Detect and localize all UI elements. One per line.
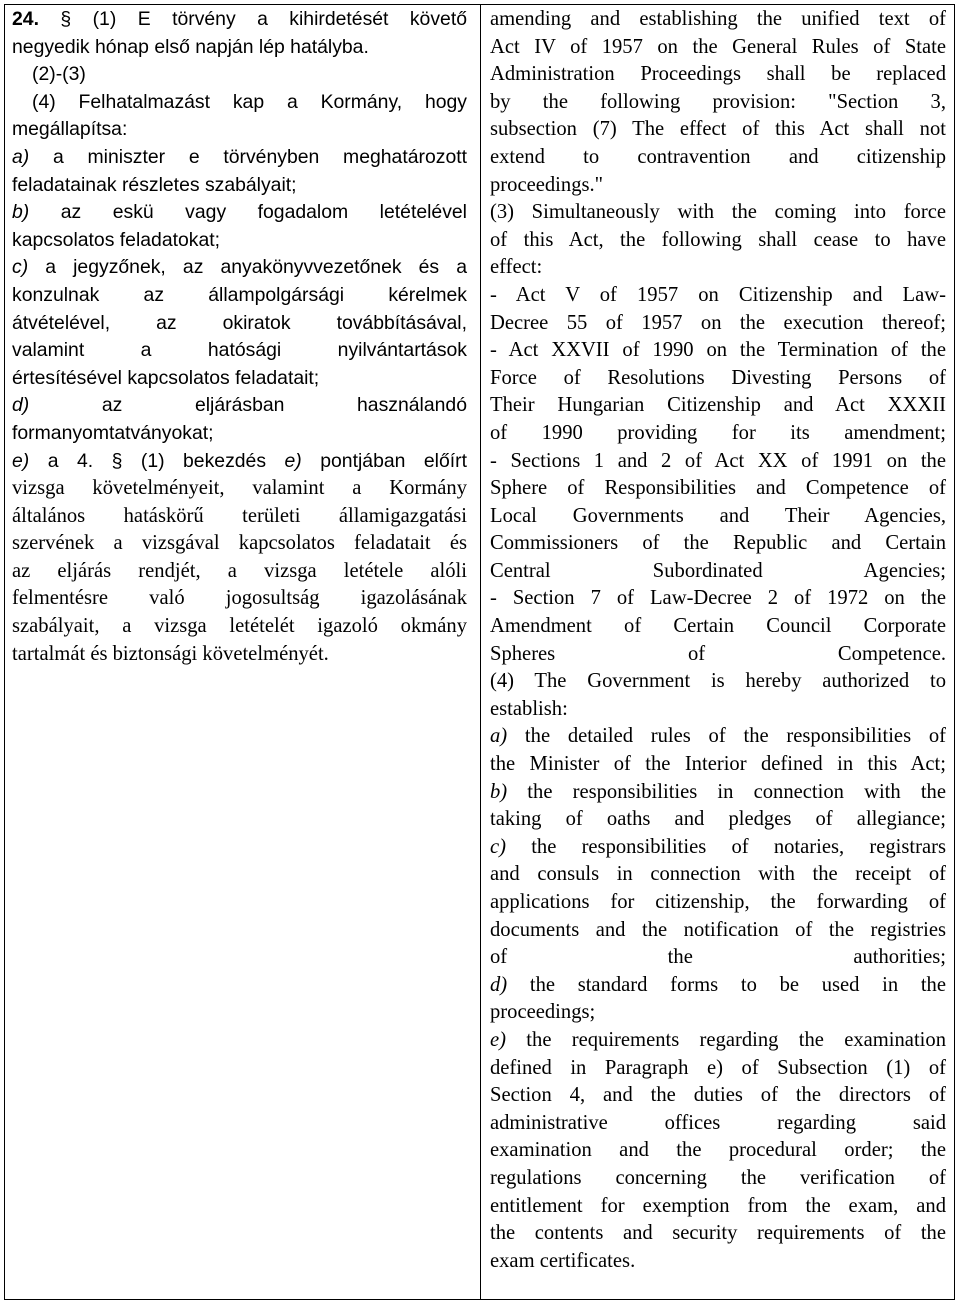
text: a jegyzőnek, az anyakönyvvezetőnek és a — [45, 256, 468, 279]
inline-point-label: e) — [284, 449, 302, 472]
point-b-line-1 — [12, 199, 467, 227]
point-label: d) — [490, 973, 508, 996]
text-line: by the following provision: "Section 3, — [490, 90, 946, 113]
text: a miniszter e törvényben meghatározott — [53, 145, 467, 168]
text: pontjában előírt — [320, 449, 467, 472]
text-line: establish: — [490, 697, 568, 720]
point-e-line-8: tartalmát és biztonsági követelményét. — [12, 642, 329, 665]
text-line: of 1990 providing for its amendment; — [490, 421, 946, 444]
text-line: Force of Resolutions Divesting Persons of — [490, 366, 946, 389]
text-line: the contents and security requirements of the — [490, 1222, 946, 1245]
text-line: of this Act, the following shall cease to have — [490, 228, 946, 251]
point-label: b) — [12, 201, 30, 224]
point-c-line-2: konzulnak az állampolgársági kérelmek — [12, 283, 467, 306]
text-line: Their Hungarian Citizenship and Act XXXII — [490, 394, 946, 417]
text-line: entitlement for exemption from the exam, and — [490, 1194, 946, 1217]
text-line: proceedings." — [490, 173, 604, 196]
point-a-line-1 — [12, 144, 467, 172]
point-e-line-2: vizsga követelményeit, valamint a Kormány — [12, 477, 467, 500]
text-line: administrative offices regarding said — [490, 1111, 946, 1134]
text-line: - Act V of 1957 on Citizenship and Law- — [490, 283, 946, 306]
text-line: Administration Proceedings shall be replaced — [490, 63, 946, 86]
text-line: Section 4, and the duties of the directors of — [490, 1084, 946, 1107]
text-line: of the authorities; — [490, 946, 946, 969]
text-line: the Minister of the Interior defined in this Act; — [490, 753, 946, 776]
point-e-line-4: szervének a vizsgával kapcsolatos feladatait és — [12, 532, 467, 555]
subsection-4-line-1: (4) Felhatalmazást kap a Kormány, hogy — [32, 90, 467, 113]
paragraph-24-line-1 — [12, 6, 467, 34]
point-label: e) — [490, 1028, 506, 1051]
point-b-line-2: kapcsolatos feladatokat; — [12, 228, 221, 251]
text-line: Decree 55 of 1957 on the execution thereof; — [490, 311, 946, 334]
point-a-line-2: feladatainak részletes szabályait; — [12, 173, 297, 196]
point-b-line-1 — [490, 779, 946, 807]
text: the responsibilities in connection with the — [527, 780, 946, 803]
point-e-line-5: az eljárás rendjét, a vizsga letétele alóli — [12, 559, 467, 582]
point-label: b) — [490, 780, 508, 803]
text-line: and consuls in connection with the receipt of — [490, 863, 946, 886]
text: the standard forms to be used in the — [529, 973, 946, 996]
point-label: c) — [490, 835, 506, 858]
point-c-line-4: valamint a hatósági nyilvántartások — [12, 339, 467, 362]
text-line: exam certificates. — [490, 1249, 636, 1272]
text: § (1) E törvény a kihirdetését követő — [60, 8, 467, 30]
text-line: - Sections 1 and 2 of Act XX of 1991 on the — [490, 449, 946, 472]
point-e-line-1 — [12, 448, 467, 476]
text-line: subsection (7) The effect of this Act shall not — [490, 118, 946, 141]
text-line: regulations concerning the verification of — [490, 1166, 946, 1189]
text-line: Amendment of Certain Council Corporate — [490, 615, 946, 638]
point-a-line-1 — [490, 723, 946, 751]
point-e-line-7: szabályait, a vizsga letételét igazoló okmány — [12, 615, 467, 638]
text: the requirements regarding the examination — [526, 1028, 946, 1051]
point-c-line-1 — [490, 834, 946, 862]
subsection-4-line-2: megállapítsa: — [12, 118, 128, 141]
text: a 4. § (1) bekezdés — [47, 449, 267, 472]
english-column — [490, 6, 946, 1275]
text-line: Commissioners of the Republic and Certain — [490, 532, 946, 555]
text-line: (3) Simultaneously with the coming into force — [490, 201, 946, 224]
text: the responsibilities of notaries, registrars — [531, 835, 946, 858]
point-label: a) — [490, 725, 508, 748]
text-line: documents and the notification of the registries — [490, 918, 946, 941]
text-line: taking of oaths and pledges of allegiance; — [490, 808, 946, 831]
point-d-line-2: formanyomtatványokat; — [12, 421, 214, 444]
article-number: 24. — [12, 8, 39, 30]
text-line: (4) The Government is hereby authorized to — [490, 670, 946, 693]
text-line: Sphere of Responsibilities and Competence of — [490, 477, 946, 500]
point-label: a) — [12, 145, 30, 168]
point-e-line-3: általános hatáskörű területi államigazgatási — [12, 504, 467, 527]
point-e-line-6: felmentésre való jogosultság igazolásának — [12, 587, 467, 610]
text-line: amending and establishing the unified text of — [490, 8, 946, 30]
point-label: c) — [12, 256, 29, 279]
text-line: extend to contravention and citizenship — [490, 145, 946, 168]
point-d-line-1 — [490, 972, 946, 1000]
paragraph-24-line-2: negyedik hónap első napján lép hatályba. — [12, 35, 369, 58]
point-e-line-1 — [490, 1027, 946, 1055]
point-c-line-3: átvételével, az okiratok továbbításával, — [12, 311, 467, 334]
text-line: Local Governments and Their Agencies, — [490, 504, 946, 527]
text-line: examination and the procedural order; the — [490, 1139, 946, 1162]
column-divider — [480, 4, 481, 1300]
point-label: d) — [12, 394, 30, 417]
text: the detailed rules of the responsibilities of — [524, 725, 946, 748]
text-line: defined in Paragraph e) of Subsection (1) of — [490, 1056, 946, 1079]
text-line: applications for citizenship, the forwarding of — [490, 891, 946, 913]
text-line: effect: — [490, 256, 543, 279]
text-line: Act IV of 1957 on the General Rules of State — [490, 35, 946, 58]
point-c-line-5: értesítésével kapcsolatos feladatait; — [12, 366, 320, 389]
subsection-2-3: (2)-(3) — [32, 63, 86, 86]
text: az eskü vagy fogadalom letételével — [60, 201, 467, 224]
hungarian-column — [12, 6, 467, 668]
text-line: - Act XXVII of 1990 on the Termination of the — [490, 339, 946, 362]
point-d-line-1 — [12, 392, 467, 420]
point-label: e) — [12, 449, 30, 472]
text-line: - Section 7 of Law-Decree 2 of 1972 on the — [490, 587, 946, 610]
point-c-line-1 — [12, 254, 467, 282]
text-line: proceedings; — [490, 1001, 596, 1024]
text-line: Central Subordinated Agencies; — [490, 559, 946, 582]
text-line: Spheres of Competence. — [490, 642, 946, 665]
text: az eljárásban használandó — [101, 394, 467, 417]
